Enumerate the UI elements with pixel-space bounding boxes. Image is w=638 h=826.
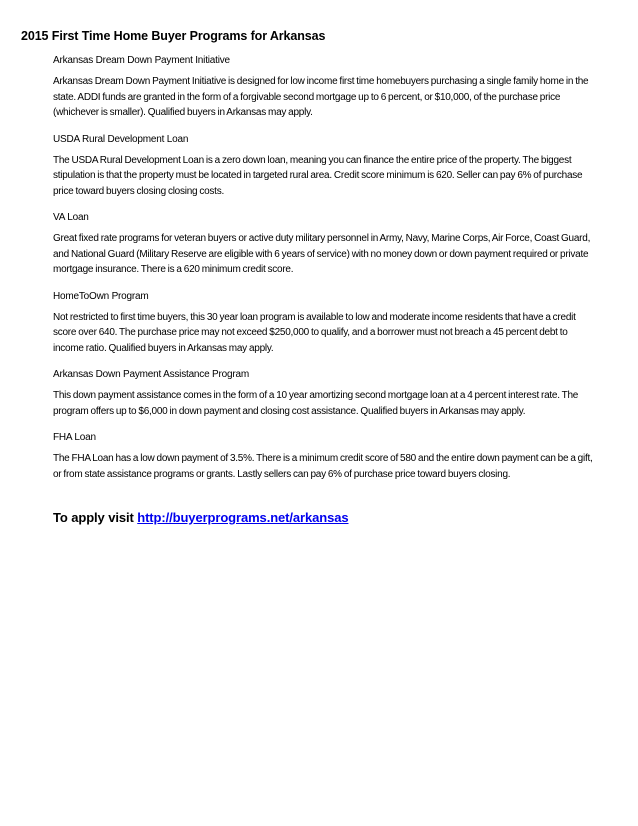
program-section-va <box>53 211 598 278</box>
program-description: Arkansas Dream Down Payment Initiative is designed for low income first time homebuyers purchasing a single family home in the state. ADDI funds are granted in the form of a forgivable second mortgage up to 6 percent, or $10,000, of the purchase price (whichever is smaller). Qualified buyers in Arkansas may apply. <box>53 76 589 118</box>
program-section-hometoown <box>53 290 598 357</box>
program-description: The FHA Loan has a low down payment of 3.5%. There is a minimum credit score of 580 and the entire down payment can be a gift, or from state assistance programs or grants. Lastly sellers can pay 6% of purchase price toward buyers closing. <box>53 453 593 480</box>
program-list <box>53 54 598 494</box>
apply-callout <box>53 510 349 525</box>
program-section-down-payment-assistance <box>53 368 598 419</box>
program-section-fha <box>53 431 598 482</box>
program-description: The USDA Rural Development Loan is a zero down loan, meaning you can finance the entire price of the property. The biggest stipulation is that the property must be located in targeted rural area. Credit score minimum is 620. Seller can pay 6% of purchase price toward buyers closing closing costs. <box>53 154 583 197</box>
program-section-arkansas-dream <box>53 54 598 121</box>
program-heading: HomeToOwn Program <box>53 290 149 302</box>
program-section-usda <box>53 133 598 200</box>
program-heading: Arkansas Dream Down Payment Initiative <box>53 55 230 66</box>
apply-prefix: To apply visit <box>53 510 134 525</box>
program-heading: Arkansas Down Payment Assistance Program <box>53 369 249 380</box>
program-heading: FHA Loan <box>53 432 96 443</box>
program-description: Great fixed rate programs for veteran buyers or active duty military personnel in Army, Navy, Marine Corps, Air Force, Coast Guard, and National Guard (Military Reserve are eligible with 6 years of service) with no money down or down payment required or private mortgage insurance. There is a 620 minimum credit score. <box>53 233 591 275</box>
program-description: This down payment assistance comes in the form of a 10 year amortizing second mortgage loan at a 4 percent interest rate. The program offers up to $6,000 in down payment and closing cost assistance. Qualified buyers in Arkansas may apply. <box>53 390 579 417</box>
page-title: 2015 First Time Home Buyer Programs for Arkansas <box>21 29 326 43</box>
apply-link[interactable]: http://buyerprograms.net/arkansas <box>137 510 349 525</box>
program-heading: USDA Rural Development Loan <box>53 133 189 145</box>
program-heading: VA Loan <box>53 212 89 223</box>
program-description: Not restricted to first time buyers, this 30 year loan program is available to low and moderate income residents that have a credit score over 640. The purchase price may not exceed $250,000 to qualify, and a borrower must not breach a 45 percent debt to income ratio. Qualified buyers in Arkansas may apply. <box>53 311 576 354</box>
